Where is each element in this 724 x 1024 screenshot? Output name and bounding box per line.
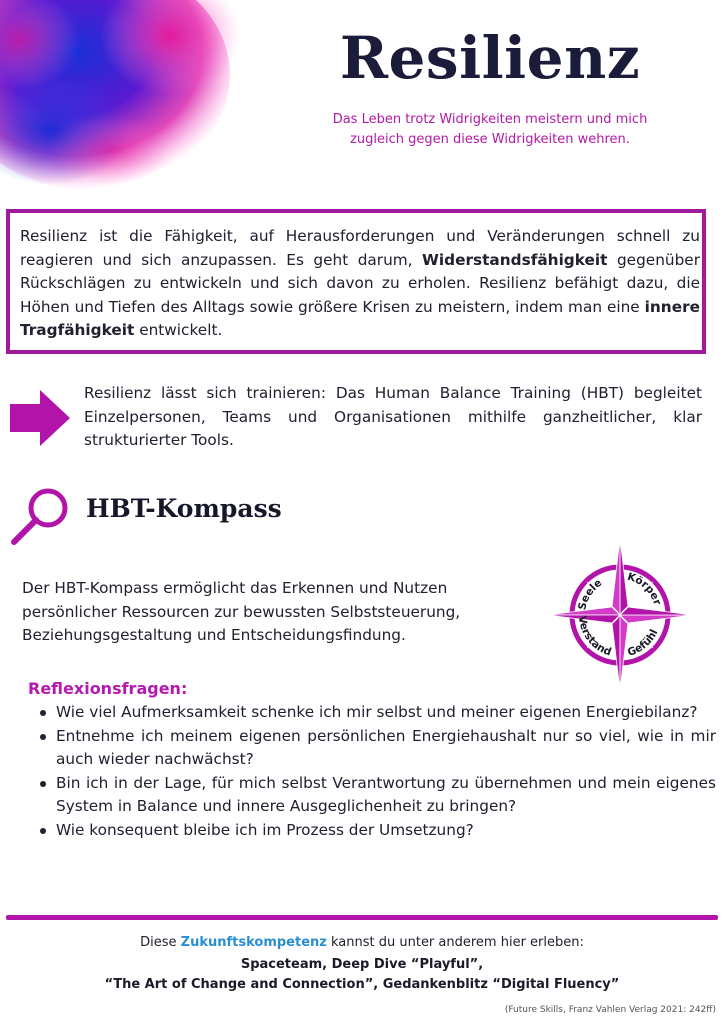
footer-events-line-1: Spaceteam, Deep Dive “Playful”, — [240, 957, 484, 972]
reflexion-question: Wie konsequent bleibe ich im Prozess der Umsetzung? — [38, 819, 716, 843]
footer-events-line-2: “The Art of Change and Connection”, Gedankenblitz “Digital Fluency” — [104, 977, 620, 992]
reflexion-title: Reflexionsfragen: — [28, 679, 188, 698]
definition-part-1: Resilienz ist die Fähigkeit, auf Herausforderungen und Veränderungen schnell zu reagieren und sich anzupassen. Es geht darum, — [20, 227, 700, 269]
definition-part-2: gegenüber Rückschlägen zu entwickeln und sich davon zu erholen. Resilienz befähigt dazu, die Höhen und Tiefen des Alltags sowie größere Krisen zu meistern, indem man eine — [20, 250, 700, 316]
page-subtitle — [290, 110, 690, 150]
compass-label-koerper: Körper — [625, 570, 664, 607]
compass-rose-icon — [545, 535, 695, 690]
kompass-heading: HBT-Kompass — [86, 494, 282, 523]
definition-text — [20, 225, 700, 343]
footer-divider — [6, 915, 718, 920]
footer-intro-pre: Diese — [140, 935, 181, 950]
reflexion-question: Wie viel Aufmerksamkeit schenke ich mir selbst und meiner eigenen Energiebilanz? — [38, 701, 716, 725]
source-citation: (Future Skills, Franz Vahlen Verlag 2021: 242ff) — [504, 1005, 716, 1015]
page-title: Resilienz — [339, 24, 641, 92]
compass-label-gefuehl: Gefühl — [626, 627, 661, 659]
training-text: Resilienz lässt sich trainieren: Das Human Balance Training (HBT) begleitet Einzelpersonen, Teams und Organisationen mithilfe ganzheitlicher, klar strukturierter Tools. — [84, 384, 702, 449]
definition-bold-2: innere Tragfähigkeit — [20, 297, 700, 339]
compass-label-seele: Seele — [576, 576, 605, 612]
compass-label-verstand: Verstand — [575, 615, 613, 659]
kompass-text: Der HBT-Kompass ermöglicht das Erkennen und Nutzen persönlicher Ressourcen zur bewussten Selbststeuerung, Beziehungsgestaltung und Entscheidungsfindung. — [22, 579, 461, 644]
watercolor-splash-image — [0, 0, 250, 210]
arrow-right-icon — [10, 390, 70, 446]
definition-bold-1: Widerstandsfähigkeit — [422, 250, 608, 269]
footer-intro-post: kannst du unter anderem hier erleben: — [326, 935, 584, 950]
definition-part-3: entwickelt. — [134, 321, 223, 339]
reflexion-question: Bin ich in der Lage, für mich selbst Verantwortung zu übernehmen und mein eigenes System in Balance und innere Ausgeglichenheit zu bringen? — [38, 772, 716, 819]
subtitle-line-2: zugleich gegen diese Widrigkeiten wehren. — [350, 132, 630, 147]
footer-intro — [0, 935, 724, 950]
subtitle-line-1: Das Leben trotz Widrigkeiten meistern und mich — [332, 112, 648, 127]
reflexion-question: Entnehme ich meinem eigenen persönlichen Energiehaushalt nur so viel, wie in mir auch wieder nachwächst? — [38, 725, 716, 772]
magnifier-icon — [8, 484, 74, 550]
footer-highlight: Zukunftskompetenz — [180, 935, 327, 950]
reflexion-list — [38, 701, 716, 842]
